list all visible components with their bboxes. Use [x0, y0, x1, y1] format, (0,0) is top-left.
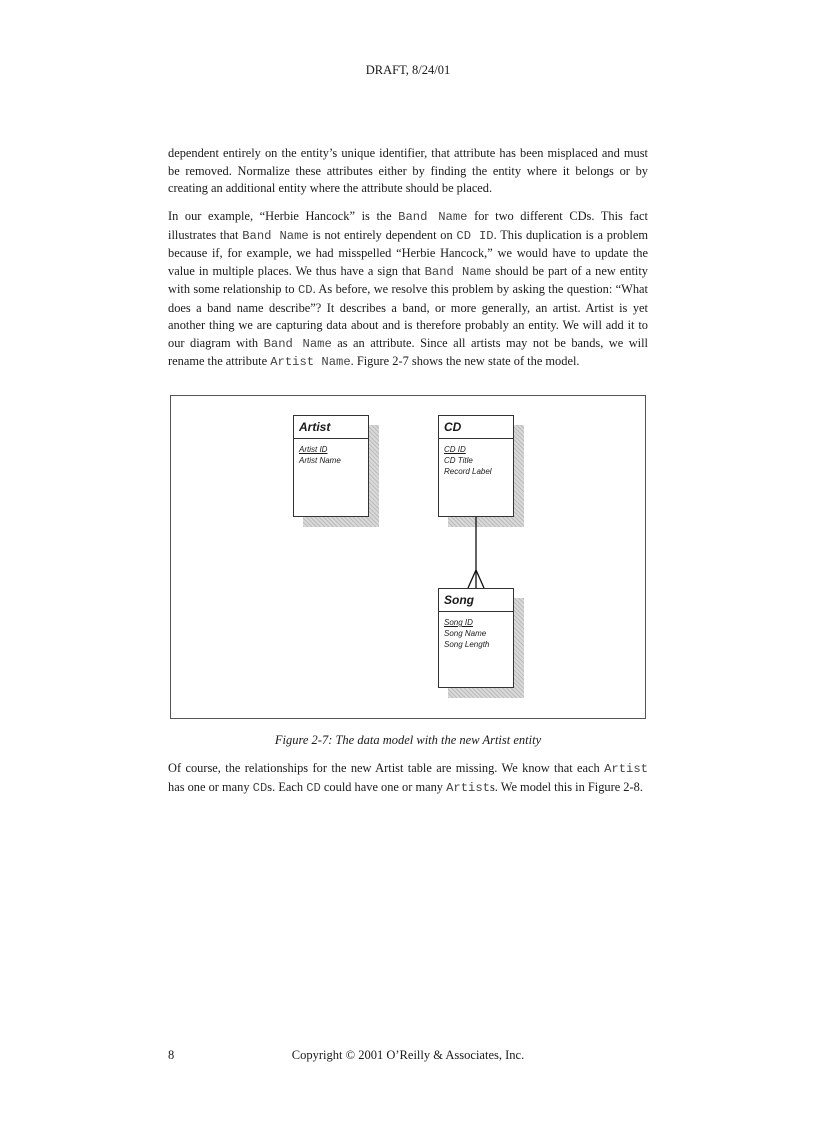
- code-artist-name: Artist Name: [270, 355, 351, 369]
- code-cd: CD: [306, 780, 321, 795]
- code-artist: Artist: [604, 762, 648, 776]
- song-name-attr: Song Name: [444, 629, 487, 638]
- cd-id-attr: CD ID: [444, 445, 466, 454]
- figure-caption: Figure 2-7: The data model with the new Artist entity: [274, 733, 542, 747]
- code-cd: CD: [297, 283, 313, 297]
- artist-id-attr: Artist ID: [299, 445, 328, 454]
- code-cd: CD: [252, 780, 268, 795]
- body-paragraph-3: Of course, the relationships for the new Artist table are missing. We know that each Artist has one or many CDs. Each CD could have one or many Artists. We model this in Figure 2-8.: [168, 761, 648, 795]
- paragraph-text: dependent entirely on the entity’s unique identifier, that attribute has been misplaced and must be removed. Normalize these attributes either by finding the entity where it belongs or by creating an additional entity where the attribute should be placed.: [168, 146, 648, 195]
- page-header: DRAFT, 8/24/01: [365, 63, 451, 77]
- body-paragraph-2: In our example, “Herbie Hancock” is the Band Name for two different CDs. This fact illustrates that Band Name is not entirely dependent on CD ID. This duplication is a problem because if, for example, we had misspelled “Herbie Hancock,” we would have to update the value in multiple places. We thus have a sign that Band Name should be part of a new entity with some relationship to CD. As before, we resolve this problem by asking the question: “What does a band name describe”? It describes a band, or more generally, an artist. Artist is yet another thing we are capturing data about and is therefore probably an entity. We will add it to our diagram with Band Name as an attribute. Since all artists may not be bands, we will rename the attribute Artist Name. Figure 2-7 shows the new state of the model.: [168, 209, 648, 369]
- page-number: 8: [168, 1048, 175, 1062]
- artist-name-attr: Artist Name: [299, 456, 341, 465]
- code-band-name: Band Name: [424, 264, 492, 279]
- song-entity-title: Song: [439, 589, 513, 612]
- cd-entity-title: CD: [439, 416, 513, 439]
- copyright-notice: Copyright © 2001 O’Reilly & Associates, Inc.: [291, 1048, 525, 1062]
- code-band-name: Band Name: [242, 228, 309, 243]
- crows-foot-right: [476, 570, 484, 588]
- code-band-name: Band Name: [398, 210, 468, 224]
- song-length-attr: Song Length: [444, 640, 490, 649]
- code-cd-id: CD ID: [456, 228, 494, 243]
- code-band-name: Band Name: [263, 336, 332, 351]
- crows-foot-left: [468, 570, 476, 588]
- cd-title-attr: CD Title: [444, 456, 473, 465]
- artist-entity-title: Artist: [294, 416, 368, 439]
- code-artist: Artist: [446, 780, 490, 795]
- record-label-attr: Record Label: [444, 467, 492, 476]
- song-id-attr: Song ID: [444, 618, 473, 627]
